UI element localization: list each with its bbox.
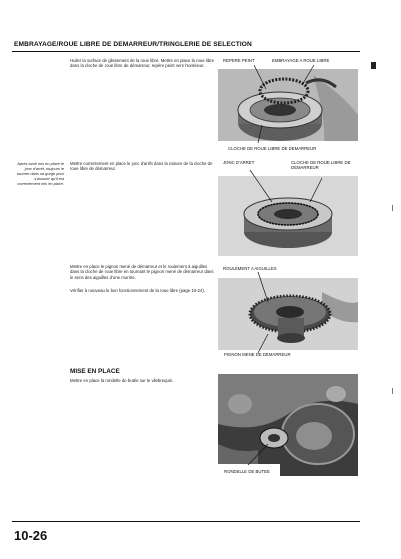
label-paint-mark: REPERE PEINT: [223, 58, 255, 63]
edge-tick: [392, 205, 393, 211]
section4-title: MISE EN PLACE: [70, 368, 120, 375]
label-driven-gear: PIGNON MENE DE DEMARREUR: [224, 352, 291, 357]
label-snap-ring: JONC D'ARRET: [223, 160, 255, 165]
photo-one-way-clutch: [218, 55, 358, 153]
section2-side-note: Après avoir mis en place le jonc d'arrêt, toujours le tourner dans sa gorge pour s'assurer qu'il est correctement mis en place.: [17, 161, 64, 186]
section-edge-marker: [371, 62, 376, 69]
snap-ring-illustration: [218, 158, 358, 256]
one-way-clutch-illustration: [218, 55, 358, 153]
section1-text: Huiler la surface de glissement de la roue libre. Mettre en place la roue libre dans la cloche de roue libre de démarreur, repère peint vers l'extérieur.: [70, 58, 215, 69]
label-needle-bearing: ROULEMENT A AIGUILLES: [223, 266, 277, 271]
footer-rule: [12, 521, 360, 522]
edge-tick: [392, 388, 393, 394]
section3-text-1: Mettre en place le pignon mené de démarreur et le roulement à aiguilles dans la cloche de roue libre en tournant le pignon mené de démarreur dans le sens des aiguilles d'une montre.: [70, 264, 214, 280]
page-number: 10-26: [14, 528, 48, 543]
header-rule: [12, 51, 360, 52]
label-clutch-outer-2: CLOCHE DE ROUE LIBRE DE DEMARREUR: [291, 160, 351, 170]
section4-text: Mettre en place la rondelle de butée sur le vilebrequin.: [70, 378, 174, 383]
thrust-washer-illustration: [218, 374, 358, 476]
label-one-way-clutch: EMBRAYAGE A ROUE LIBRE: [272, 58, 330, 63]
section2-text: Mettre correctement en place le jonc d'arrêt dans la rainure de la cloche de roue libre de démarreur.: [70, 161, 213, 172]
driven-gear-illustration: [218, 262, 358, 360]
photo-snap-ring: [218, 158, 358, 256]
label-clutch-outer: CLOCHE DE ROUE LIBRE DE DEMARREUR: [228, 146, 317, 151]
photo-thrust-washer: [218, 374, 358, 476]
label-thrust-washer: RONDELLE DE BUTEE: [224, 469, 270, 474]
section3-text-2: Vérifier à nouveau le bon fonctionnement de la roue libre (page 10-24).: [70, 288, 205, 293]
page-header-title: EMBRAYAGE/ROUE LIBRE DE DEMARREUR/TRINGLERIE DE SELECTION: [14, 41, 252, 48]
photo-driven-gear: [218, 262, 358, 360]
